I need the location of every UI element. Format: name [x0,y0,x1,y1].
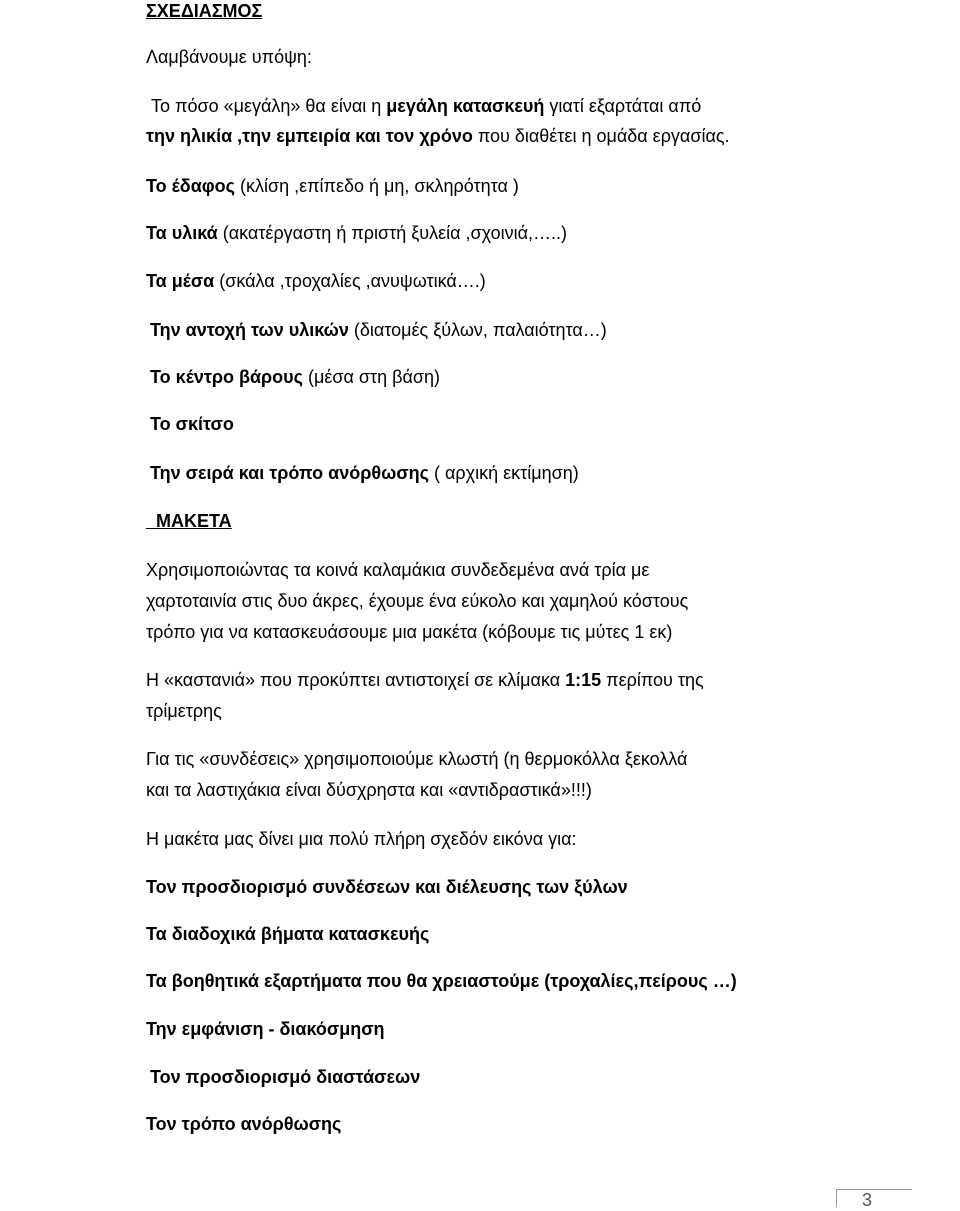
maketa-paragraph-1-line-3: τρόπο για να κατασκευάσουμε μια μακέτα (κόβουμε τις μύτες 1 εκ) [146,622,673,642]
maketa-paragraph-3-line-1: Για τις «συνδέσεις» χρησιμοποιούμε κλωστή (η θερμοκόλλα ξεκολλά [146,749,688,769]
intro-text: Λαμβάνουμε υπόψη: [146,47,312,67]
maketa-paragraph-1-line-1: Χρησιμοποιώντας τα κοινά καλαμάκια συνδεδεμένα ανά τρία με [146,560,650,580]
benefit-item: Την εμφάνιση - διακόσμηση [146,1019,385,1039]
size-text-1: Το πόσο «μεγάλη» θα είναι η [151,96,387,116]
page-title: ΣΧΕΔΙΑΣΜΟΣ [146,1,263,21]
order-label: Την σειρά και τρόπο ανόρθωσης [150,463,429,483]
strength-label: Την αντοχή των υλικών [150,320,349,340]
terrain-label: Το έδαφος [146,176,235,196]
page-number: 3 [862,1190,873,1210]
benefit-item: Τα βοηθητικά εξαρτήματα που θα χρειαστούμε (τροχαλίες,πείρους …) [146,971,737,991]
size-bold-1: μεγάλη κατασκευή [386,96,545,116]
terrain-item [146,175,519,197]
means-item [146,270,486,292]
sketch-item: Το σκίτσο [150,414,234,434]
maketa-paragraph-2-line-2: τρίμετρης [146,701,222,721]
order-item [150,462,579,484]
gravity-item [150,366,440,388]
gravity-desc: (μέσα στη βάση) [303,367,441,387]
maketa-title-text: ΜΑΚΕΤΑ [156,511,232,531]
size-text-2: γιατί εξαρτάται από [544,96,702,116]
scale-value: 1:15 [565,670,602,690]
size-line-2 [146,125,730,147]
materials-item [146,222,567,244]
materials-desc: (ακατέργαστη ή πριστή ξυλεία ,σχοινιά,…..) [217,223,568,243]
strength-desc: (διατομές ξύλων, παλαιότητα…) [348,320,607,340]
benefit-item: Τον προσδιορισμό διαστάσεων [150,1067,421,1087]
materials-label: Τα υλικά [146,223,218,243]
page-number-box [836,1189,912,1207]
scale-text-c: περίπου της [601,670,704,690]
size-text-3: που διαθέτει η ομάδα εργασίας. [472,126,730,146]
benefit-item: Τον τρόπο ανόρθωσης [146,1114,342,1134]
maketa-paragraph-3-line-2: και τα λαστιχάκια είναι δύσχρηστα και «αντιδραστικά»!!!) [146,780,592,800]
maketa-paragraph-1-line-2: χαρτοταινία στις δυο άκρες, έχουμε ένα εύκολο και χαμηλού κόστους [146,591,689,611]
maketa-paragraph-2-line-1 [146,669,704,691]
order-desc: ( αρχική εκτίμηση) [428,463,579,483]
terrain-desc: (κλίση ,επίπεδο ή μη, σκληρότητα ) [235,176,519,196]
strength-item [150,319,607,341]
size-bold-2: την ηλικία ,την εμπειρία και τον χρόνο [146,126,473,146]
means-label: Τα μέσα [146,271,215,291]
means-desc: (σκάλα ,τροχαλίες ,ανυψωτικά….) [214,271,486,291]
maketa-title [146,510,232,532]
size-line-1 [151,95,701,117]
scale-text-a: Η «καστανιά» που προκύπτει αντιστοιχεί σε κλίμακα [146,670,566,690]
benefit-item: Τα διαδοχικά βήματα κατασκευής [146,924,430,944]
benefit-item: Τον προσδιορισμό συνδέσεων και διέλευσης των ξύλων [146,877,628,897]
maketa-paragraph-4: Η μακέτα μας δίνει μια πολύ πλήρη σχεδόν εικόνα για: [146,829,577,849]
gravity-label: Το κέντρο βάρους [150,367,304,387]
